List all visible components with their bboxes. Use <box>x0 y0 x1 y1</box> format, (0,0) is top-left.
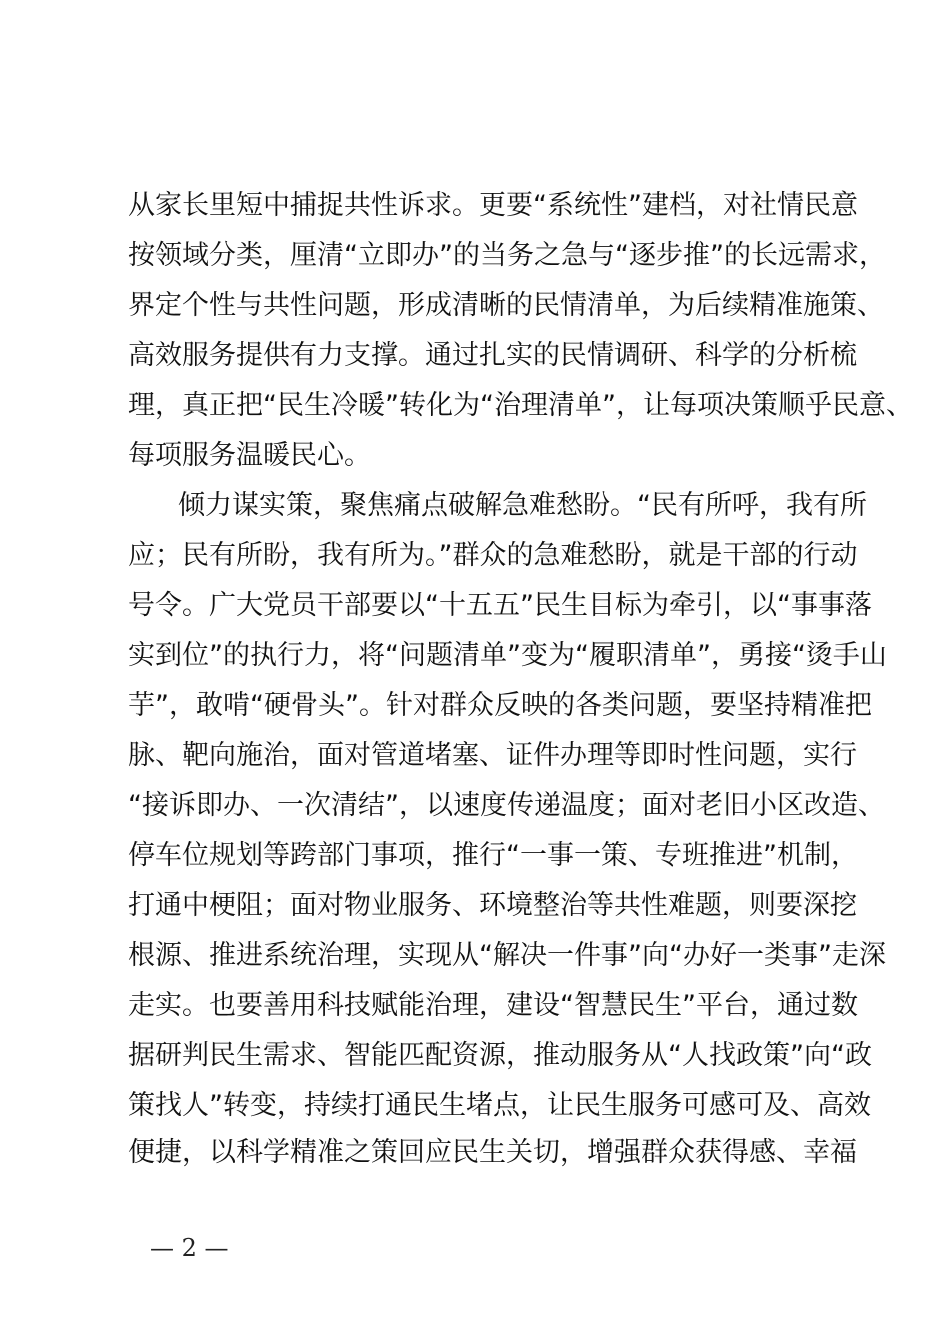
paragraph-line: 便捷，以科学精准之策回应民生关切，增强群众获得感、幸福 <box>128 1137 857 1168</box>
paragraph-line: 脉、靶向施治，面对管道堵塞、证件办理等即时性问题，实行 <box>128 740 857 771</box>
paragraph-line: 界定个性与共性问题，形成清晰的民情清单，为后续精准施策、 <box>128 290 884 321</box>
paragraph-line: 每项服务温暖民心。 <box>128 440 371 471</box>
paragraph-line: 理，真正把“民生冷暖”转化为“治理清单”，让每项决策顺乎民意、 <box>128 390 913 421</box>
paragraph-line: 走实。也要善用科技赋能治理，建设“智慧民生”平台，通过数 <box>128 990 858 1021</box>
paragraph-line: 实到位”的执行力，将“问题清单”变为“履职清单”，勇接“烫手山 <box>128 640 887 671</box>
paragraph-line: 高效服务提供有力支撑。通过扎实的民情调研、科学的分析梳 <box>128 340 857 371</box>
paragraph-line: 策找人”转变，持续打通民生堵点，让民生服务可感可及、高效 <box>128 1090 871 1121</box>
paragraph-line: 号令。广大党员干部要以“十五五”民生目标为牵引，以“事事落 <box>128 590 872 621</box>
paragraph-line: 按领域分类，厘清“立即办”的当务之急与“逐步推”的长远需求， <box>128 240 886 271</box>
paragraph-line: 从家长里短中捕捉共性诉求。更要“系统性”建档，对社情民意 <box>128 190 858 221</box>
paragraph-line: 应；民有所盼，我有所为。”群众的急难愁盼，就是干部的行动 <box>128 540 858 571</box>
page-number: — 2 — <box>150 1234 229 1262</box>
paragraph-line: 芋”，敢啃“硬骨头”。针对群众反映的各类问题，要坚持精准把 <box>128 690 872 721</box>
paragraph-line: “接诉即办、一次清结”，以速度传递温度；面对老旧小区改造、 <box>128 790 885 821</box>
paragraph-line: 停车位规划等跨部门事项，推行“一事一策、专班推进”机制， <box>128 840 858 871</box>
paragraph-line: 据研判民生需求、智能匹配资源，推动服务从“人找政策”向“政 <box>128 1040 872 1071</box>
paragraph-line: 根源、推进系统治理，实现从“解决一件事”向“办好一类事”走深 <box>128 940 886 971</box>
paragraph-line: 打通中梗阻；面对物业服务、环境整治等共性难题，则要深挖 <box>128 890 857 921</box>
paragraph-line: 倾力谋实策，聚焦痛点破解急难愁盼。“民有所呼，我有所 <box>178 490 867 521</box>
